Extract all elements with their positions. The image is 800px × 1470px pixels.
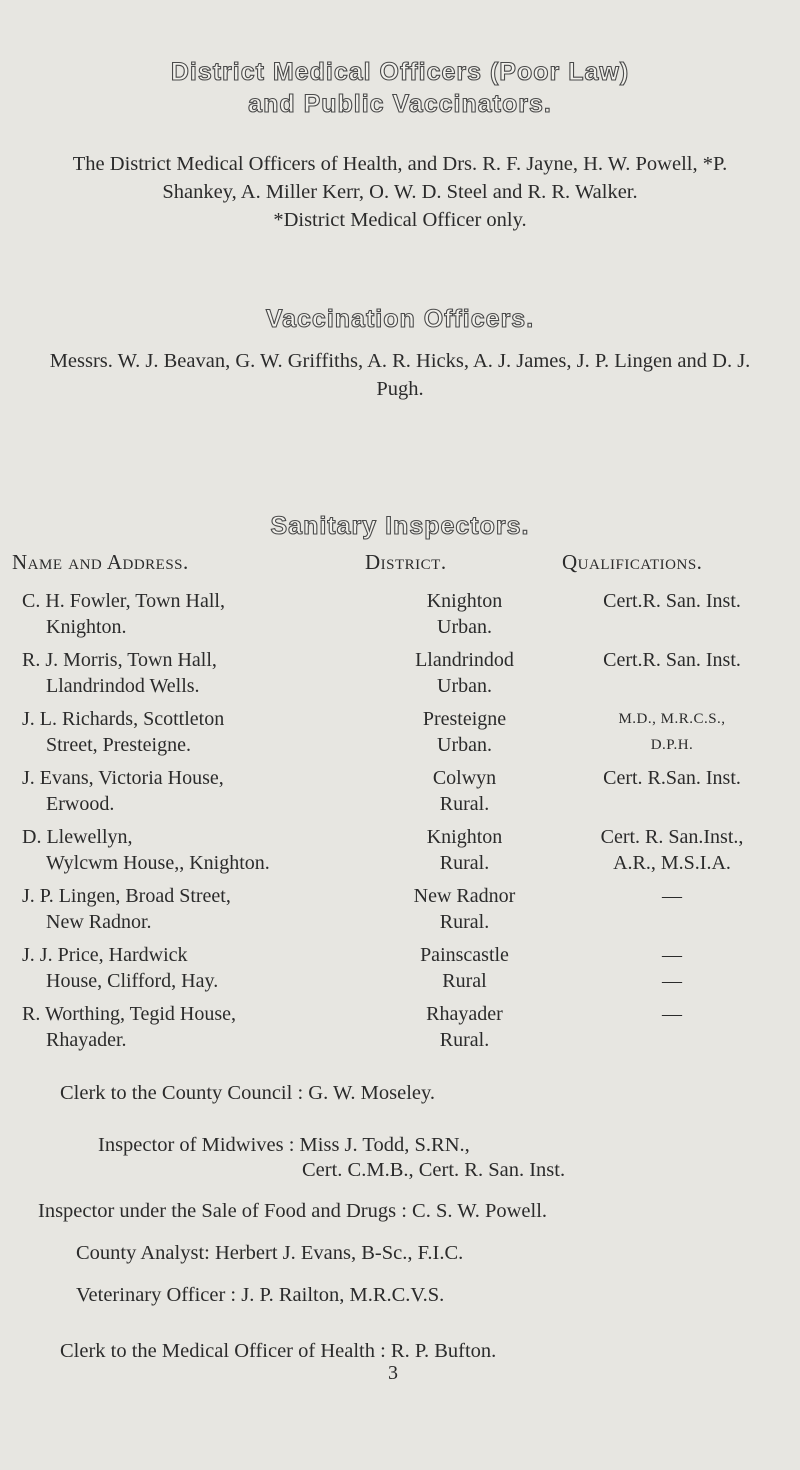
table-row: [22, 588, 782, 647]
inspector-district: Colwyn: [432, 767, 497, 789]
inspector-district-type: Urban.: [437, 616, 492, 638]
table-row: [22, 824, 782, 883]
vaccination-officers-paragraph: Messrs. W. J. Beavan, G. W. Griffiths, A. R. Hicks, A. J. James, J. P. Lingen and D. J. Pugh.: [49, 350, 751, 400]
inspector-name: D. Llewellyn,: [22, 826, 133, 848]
medical-officer-clerk: Clerk to the Medical Officer of Health : R. P. Bufton.: [60, 1340, 497, 1362]
inspector-qualification: Cert.R. San. Inst.: [603, 649, 741, 671]
food-drugs-inspector: Inspector under the Sale of Food and Drugs : C. S. W. Powell.: [38, 1200, 548, 1222]
inspector-district: Knighton: [426, 826, 503, 848]
inspector-address: House, Clifford, Hay.: [46, 970, 219, 992]
clerk-county-council: Clerk to the County Council : G. W. Moseley.: [60, 1082, 436, 1104]
inspector-name: J. L. Richards, Scottleton: [22, 708, 225, 730]
medical-officers-note: *District Medical Officer only.: [273, 209, 527, 231]
medical-officers-paragraph: [40, 150, 760, 234]
inspector-qualification: —: [662, 944, 682, 966]
table-row: [22, 706, 782, 765]
inspector-qualification-2: —: [662, 970, 682, 992]
county-analyst: County Analyst: Herbert J. Evans, B-Sc., F.I.C.: [76, 1242, 464, 1264]
inspector-district: Presteigne: [422, 708, 507, 730]
inspector-qualification: Cert. R. San.Inst.,: [600, 826, 744, 848]
table-row: [22, 942, 782, 1001]
inspector-qualification: Cert.R. San. Inst.: [603, 590, 741, 612]
sanitary-inspectors-table: [22, 588, 782, 1060]
veterinary-officer: Veterinary Officer : J. P. Railton, M.R.C.V.S.: [76, 1284, 445, 1306]
inspector-qualification: —: [662, 885, 682, 907]
inspector-address: Erwood.: [46, 793, 115, 815]
column-header-name: Name and Address.: [12, 550, 189, 574]
inspector-address: Rhayader.: [46, 1029, 127, 1051]
inspector-district: Knighton: [426, 590, 503, 612]
page-number: 3: [388, 1362, 398, 1384]
inspector-name: R. J. Morris, Town Hall,: [22, 649, 217, 671]
inspector-address: Llandrindod Wells.: [46, 675, 200, 697]
inspector-district: Painscastle: [420, 944, 509, 966]
inspector-district: Rhayader: [426, 1003, 503, 1025]
inspector-district-type: Rural.: [439, 852, 490, 874]
column-header-district: District.: [365, 550, 447, 574]
heading-vaccination-officers: Vaccination Officers.: [265, 305, 535, 333]
inspector-qualification: Cert. R.San. Inst.: [603, 767, 741, 789]
medical-officers-list: The District Medical Officers of Health, and Drs. R. F. Jayne, H. W. Powell, *P. Shankey, A. Miller Kerr, O. W. D. Steel and R. R. Walker.: [72, 153, 728, 203]
column-header-qualifications: Qualifications.: [562, 550, 703, 574]
table-row: [22, 647, 782, 706]
inspector-district: Llandrindod: [415, 649, 514, 671]
inspector-district-type: Rural.: [439, 911, 490, 933]
inspector-name: J. J. Price, Hardwick: [22, 944, 188, 966]
inspector-district-type: Urban.: [437, 734, 492, 756]
heading-sanitary-inspectors: Sanitary Inspectors.: [270, 512, 530, 540]
inspector-address: Street, Presteigne.: [46, 734, 191, 756]
table-row: [22, 765, 782, 824]
inspector-district-type: Rural.: [439, 1029, 490, 1051]
inspector-address: Wylcwm House,, Knighton.: [46, 852, 270, 874]
inspector-name: J. P. Lingen, Broad Street,: [22, 885, 231, 907]
inspector-address: New Radnor.: [46, 911, 152, 933]
inspector-address: Knighton.: [46, 616, 127, 638]
inspector-qualification: —: [662, 1003, 682, 1025]
heading-public-vaccinators: and Public Vaccinators.: [248, 90, 552, 118]
inspector-of-midwives-qualifications: Cert. C.M.B., Cert. R. San. Inst.: [302, 1159, 566, 1181]
heading-medical-officers: District Medical Officers (Poor Law): [170, 58, 630, 86]
inspector-district-type: Rural.: [439, 793, 490, 815]
inspector-qualification-2: D.P.H.: [650, 737, 694, 753]
inspector-qualification-2: A.R., M.S.I.A.: [613, 852, 731, 874]
inspector-district-type: Urban.: [437, 675, 492, 697]
inspector-of-midwives: Inspector of Midwives : Miss J. Todd, S.RN.,: [98, 1134, 470, 1156]
inspector-district-type: Rural: [442, 970, 487, 992]
inspector-name: R. Worthing, Tegid House,: [22, 1003, 237, 1025]
inspector-name: C. H. Fowler, Town Hall,: [22, 590, 225, 612]
inspector-name: J. Evans, Victoria House,: [22, 767, 224, 789]
table-row: [22, 1001, 782, 1060]
inspector-district: New Radnor: [413, 885, 516, 907]
inspector-qualification: M.D., M.R.C.S.,: [618, 711, 726, 727]
table-row: [22, 883, 782, 942]
